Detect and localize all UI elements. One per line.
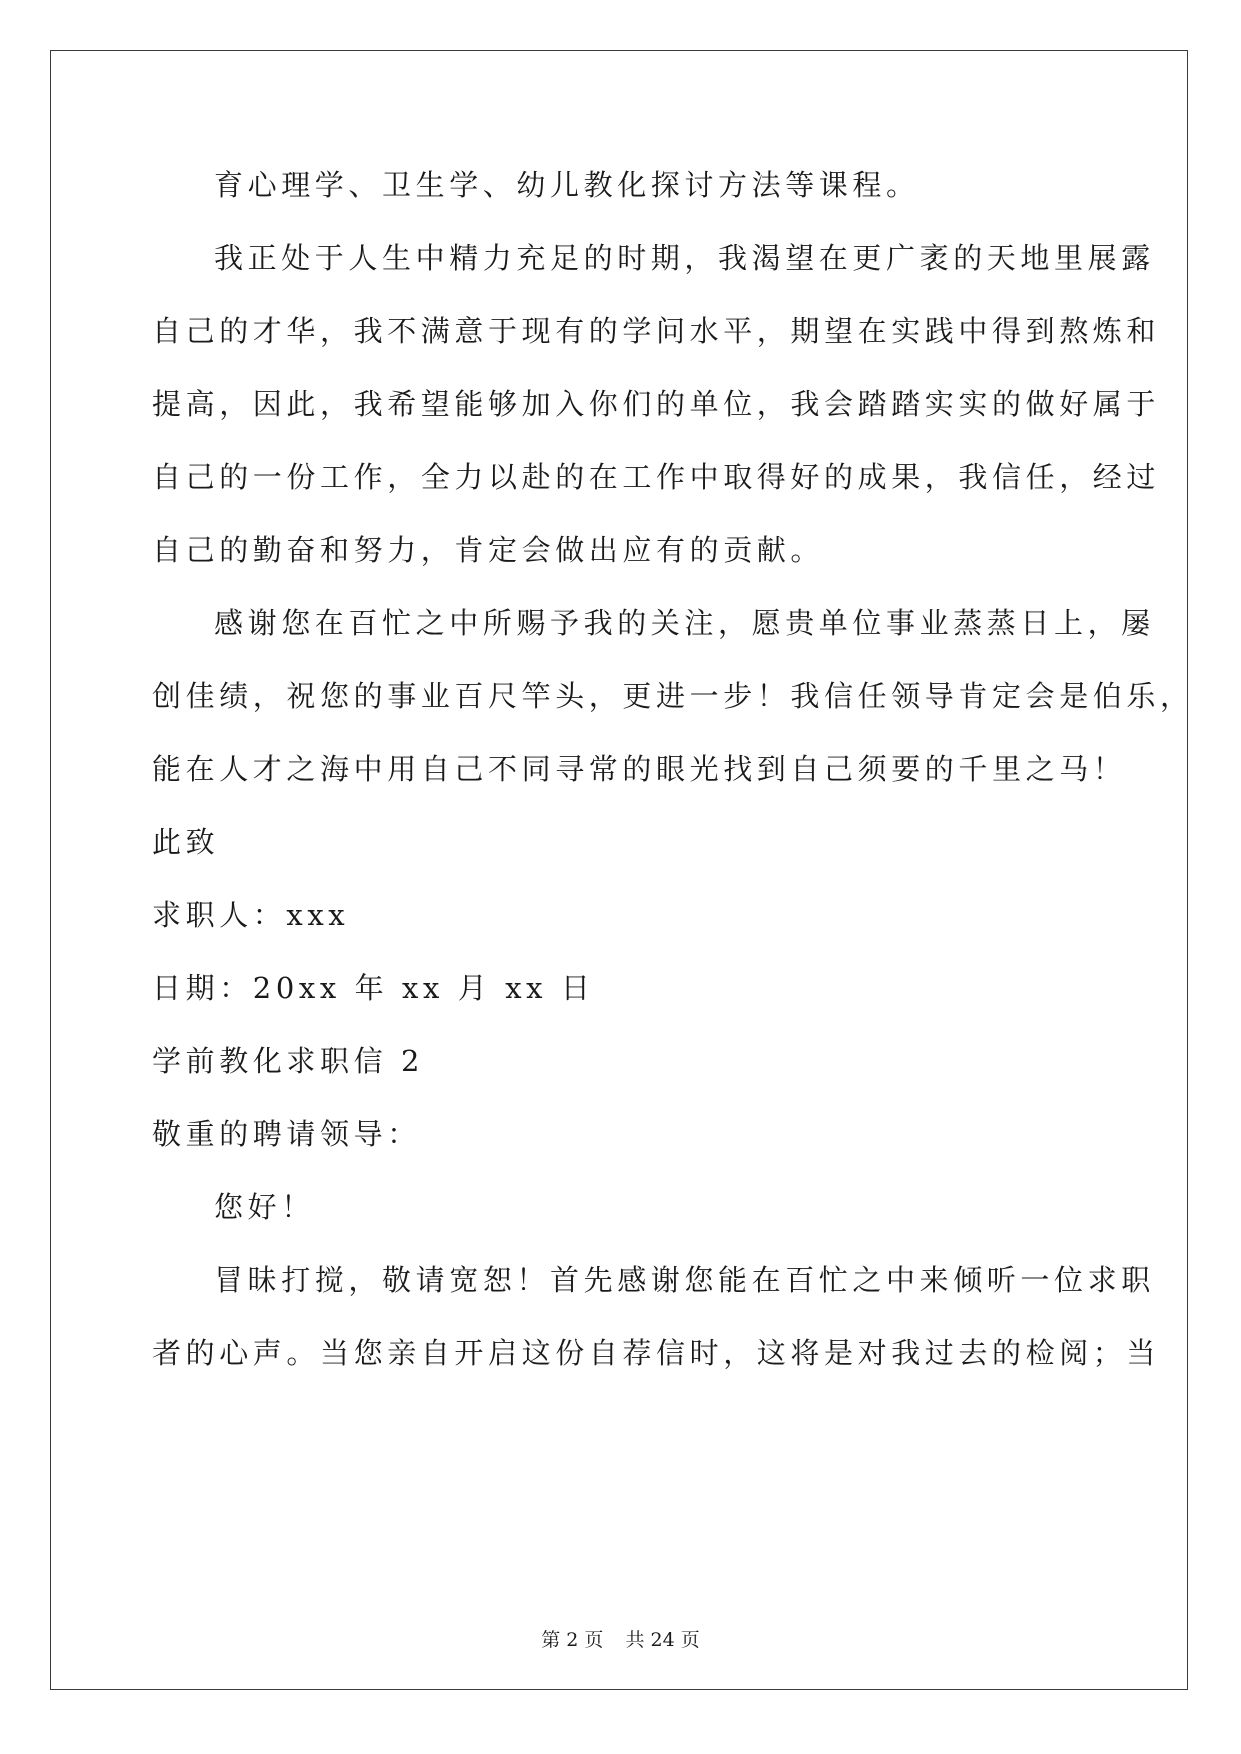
body-line: 自己的勤奋和努力，肯定会做出应有的贡献。 [152,533,825,567]
body-line: 感谢您在百忙之中所赐予我的关注，愿贵单位事业蒸蒸日上，屡 [214,606,1155,640]
applicant-name: 求职人：xxx [152,898,350,932]
greeting-hello: 您好！ [214,1190,315,1224]
body-line: 冒昧打搅，敬请宽恕！首先感谢您能在百忙之中来倾听一位求职 [214,1263,1155,1297]
body-line: 者的心声。当您亲自开启这份自荐信时，这将是对我过去的检阅；当 [152,1336,1161,1370]
page-border [50,50,1188,1690]
body-line: 我正处于人生中精力充足的时期，我渴望在更广袤的天地里展露 [214,241,1155,275]
body-line: 创佳绩，祝您的事业百尺竿头，更进一步！我信任领导肯定会是伯乐， [152,679,1194,713]
closing-salutation: 此致 [152,825,220,859]
page-number-total: 共 24 页 [625,1629,700,1651]
greeting: 敬重的聘请领导： [152,1117,421,1151]
section-heading: 学前教化求职信 2 [152,1044,425,1078]
page-number-current: 第 2 页 [541,1629,604,1651]
body-line: 育心理学、卫生学、幼儿教化探讨方法等课程。 [214,168,920,202]
letter-date: 日期：20xx 年 xx 月 xx 日 [152,971,595,1005]
page-footer [0,1628,1241,1652]
body-line: 能在人才之海中用自己不同寻常的眼光找到自己须要的千里之马！ [152,752,1127,786]
body-line: 自己的一份工作，全力以赴的在工作中取得好的成果，我信任，经过 [152,460,1161,494]
body-line: 提高，因此，我希望能够加入你们的单位，我会踏踏实实的做好属于 [152,387,1161,421]
body-line: 自己的才华，我不满意于现有的学问水平，期望在实践中得到熬炼和 [152,314,1161,348]
